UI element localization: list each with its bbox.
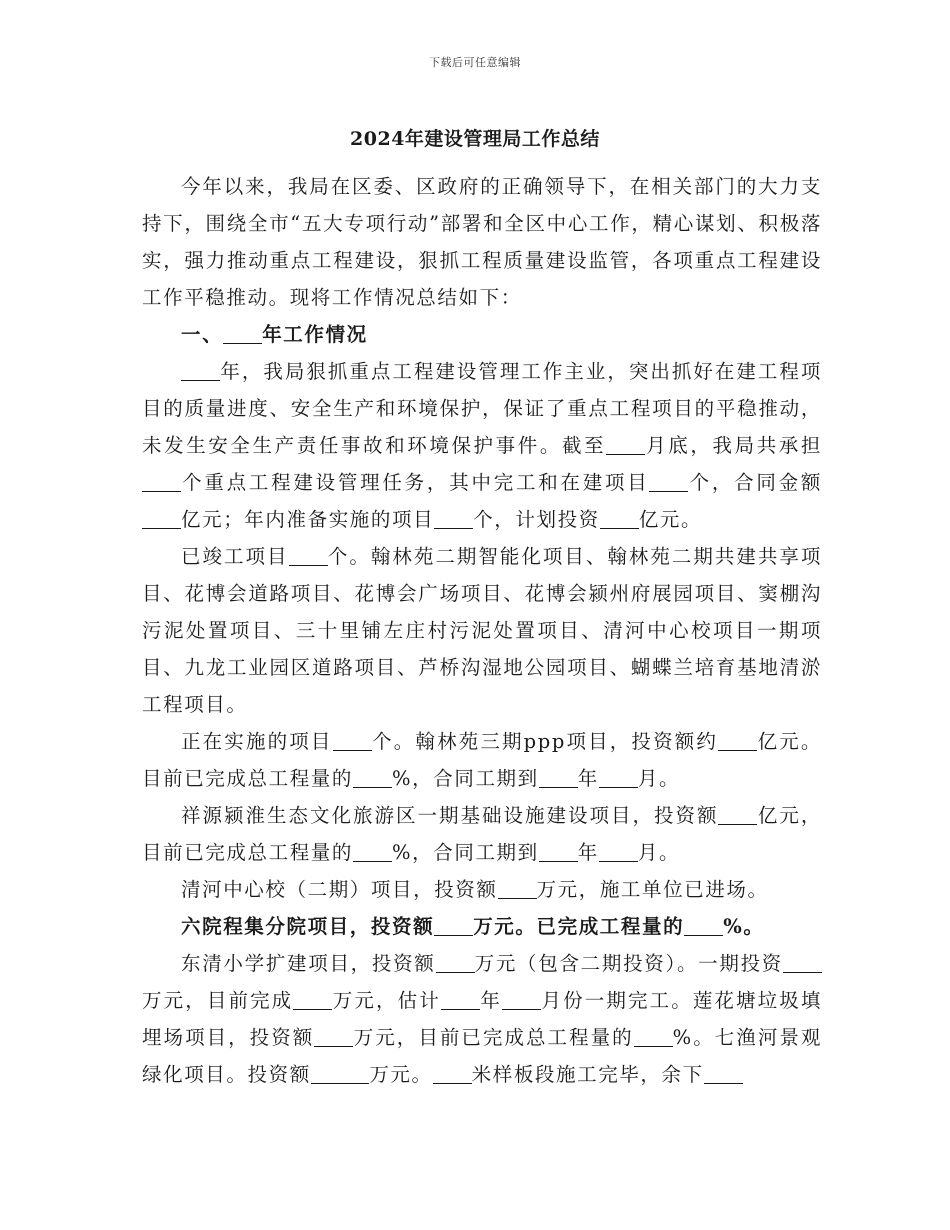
- blank-field: [718, 804, 757, 825]
- blank-field: [498, 878, 537, 899]
- blank-field: [289, 545, 328, 566]
- blank-field: [441, 989, 480, 1010]
- document-title: 2024年建设管理局工作总结: [350, 128, 600, 150]
- blank-field: [433, 1063, 472, 1084]
- blank-field: [314, 1026, 353, 1047]
- blank-field: [539, 767, 578, 788]
- blank-field: [142, 508, 181, 529]
- header-note: 下载后可任意编辑: [429, 56, 521, 69]
- blank-field: [649, 471, 688, 492]
- blank-field: [142, 471, 181, 492]
- blank-field: [599, 767, 638, 788]
- dongqing-school-paragraph: 东清小学扩建项目，投资额 万元（包含二期投资）。一期投资万元，目前完成 万元，估计 年 月份一期完工。莲花塘垃圾填埋场项目，投资额 万元，目前已完成总工程量的 %。七渔河景观绿化项目。投资额 万元。 米样板段施工完毕，余下: [142, 952, 822, 1086]
- blank-field: [718, 730, 757, 751]
- blank-field: [436, 952, 475, 973]
- section-heading-1: 一、 年工作情况: [181, 323, 368, 346]
- liuyuan-hospital-paragraph: 六院程集分院项目，投资额 万元。已完成工程量的 %。: [181, 915, 765, 938]
- blank-field: [684, 915, 723, 936]
- document-body: [142, 168, 822, 1093]
- blank-field: [502, 989, 541, 1010]
- blank-field: [333, 730, 372, 751]
- xiangyuan-project-paragraph: 祥源颍淮生态文化旅游区一期基础设施建设项目，投资额 亿元，目前已完成总工程量的 %，合同工期到 年 月。: [142, 804, 822, 864]
- blank-field: [181, 360, 220, 381]
- blank-field: [311, 1063, 370, 1084]
- blank-field: [704, 1063, 743, 1084]
- blank-field: [353, 841, 392, 862]
- blank-field: [539, 841, 578, 862]
- blank-field: [600, 508, 639, 529]
- intro-paragraph: 今年以来，我局在区委、区政府的正确领导下，在相关部门的大力支持下，围绕全市“五大专项行动”部署和全区中心工作，精心谋划、积极落实，强力推动重点工程建设，狠抓工程质量建设监管，各项重点工程建设工作平稳推动。现将工作情况总结如下：: [142, 175, 822, 309]
- blank-field: [223, 323, 262, 344]
- blank-field: [634, 1026, 673, 1047]
- blank-field: [606, 434, 645, 455]
- blank-field: [434, 508, 473, 529]
- qinghe-school-paragraph: 清河中心校（二期）项目，投资额 万元，施工单位已进场。: [181, 878, 769, 901]
- summary-paragraph: 年，我局狠抓重点工程建设管理工作主业，突出抓好在建工程项目的质量进度、安全生产和环境保护，保证了重点工程项目的平稳推动，未发生安全生产责任事故和环境保护事件。截至 月底，我局共承担个重点工程建设管理任务，其中完工和在建项目 个，合同金额亿元；年内准备实施的项目 个，计划投资 亿元。: [142, 360, 822, 531]
- blank-field: [434, 915, 473, 936]
- blank-field: [293, 989, 332, 1010]
- ongoing-projects-paragraph: 正在实施的项目 个。翰林苑三期ppp项目，投资额约 亿元。目前已完成总工程量的 %，合同工期到 年 月。: [142, 730, 822, 790]
- blank-field: [353, 767, 392, 788]
- completed-projects-paragraph: 已竣工项目 个。翰林苑二期智能化项目、翰林苑二期共建共享项目、花博会道路项目、花博会广场项目、花博会颍州府展园项目、窦棚沟污泥处置项目、三十里铺左庄村污泥处置项目、清河中心校项目一期项目、九龙工业园区道路项目、芦桥沟湿地公园项目、蝴蝶兰培育基地清淤工程项目。: [142, 545, 822, 716]
- blank-field: [599, 841, 638, 862]
- blank-field: [783, 952, 822, 973]
